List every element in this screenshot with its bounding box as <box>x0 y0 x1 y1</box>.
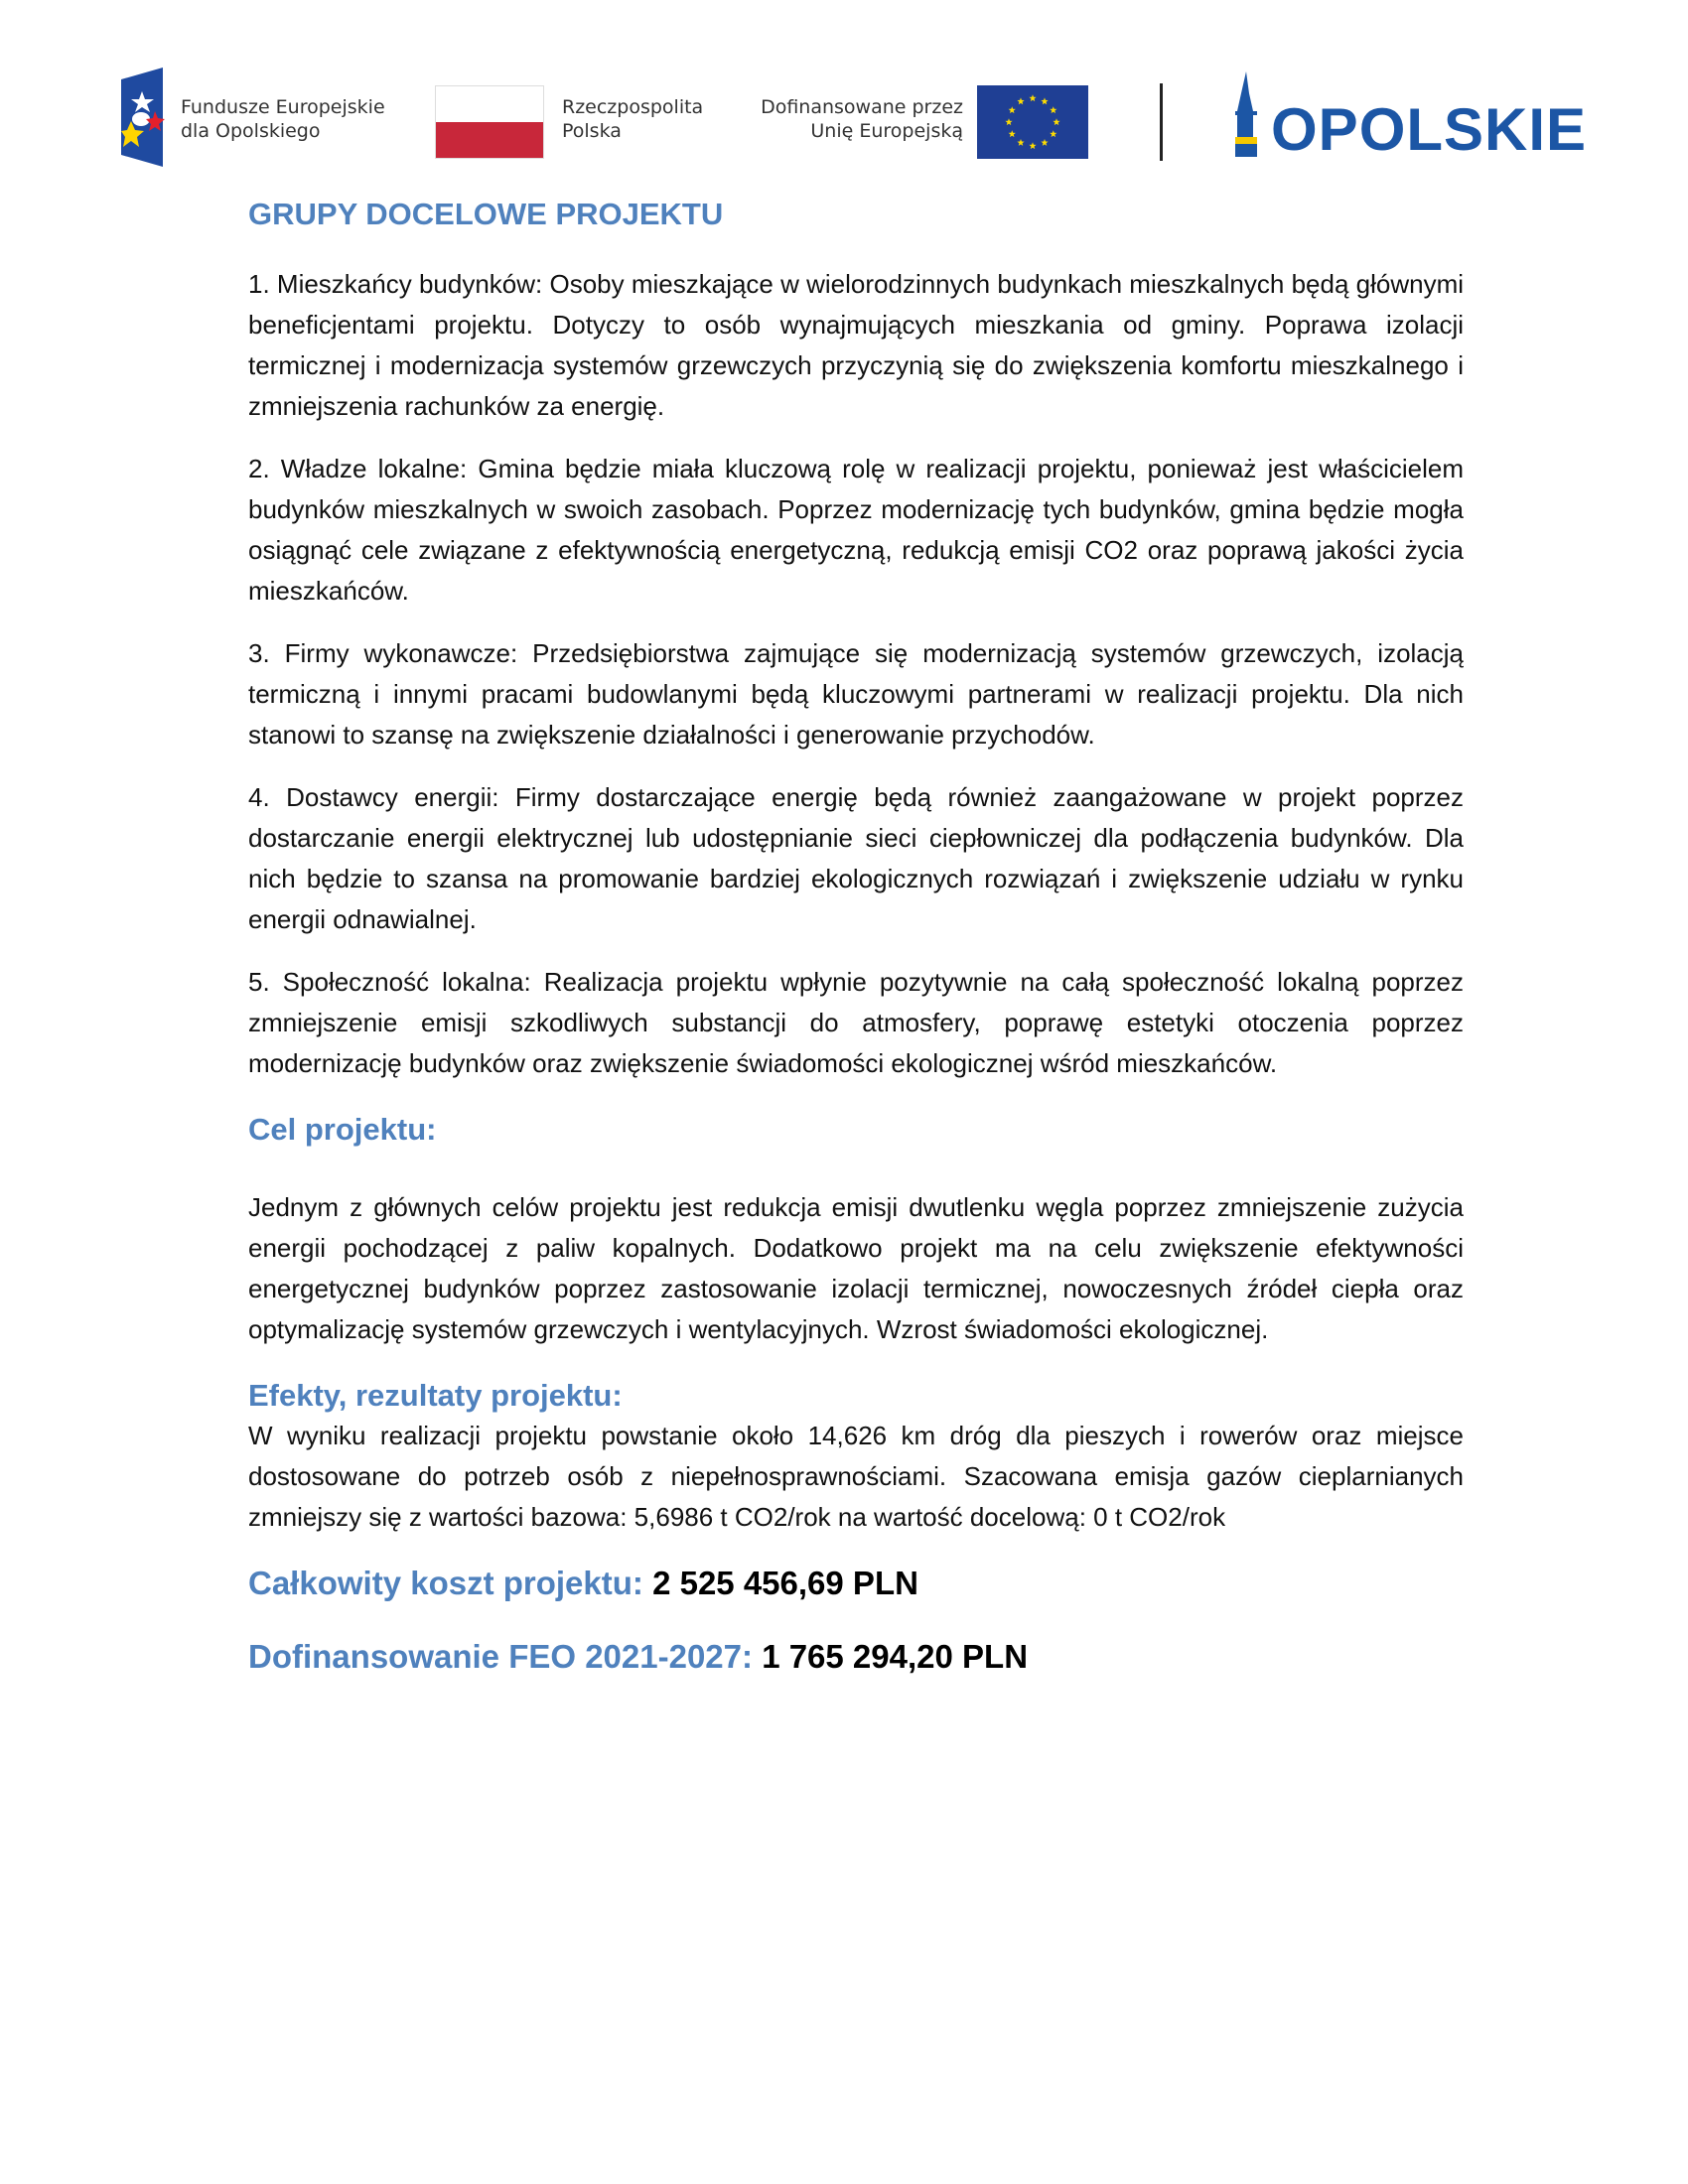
target-group-item: 4. Dostawcy energii: Firmy dostarczające energię będą również zaangażowane w projekt poprzez dostarczanie energii elektrycznej lub udostępnianie sieci ciepłowniczej dla podłączenia budynków. Dla nich będzie to szansa na promowanie bardziej ekologicznych rozwiązań i zwiększenie udziału w rynku energii odnawialnej. <box>248 782 1464 934</box>
target-group-item: 5. Społeczność lokalna: Realizacja projektu wpłynie pozytywnie na całą społeczność lokalną poprzez zmniejszenie emisji szkodliwych substancji do atmosfery, poprawę estetyki otoczenia poprzez modernizację budynków oraz zwiększenie świadomości ekologicznej wśród mieszkańców. <box>248 967 1464 1078</box>
eu-line-2: Unię Europejską <box>810 120 963 142</box>
eu-cofinanced-text <box>735 95 963 143</box>
target-group-item: 2. Władze lokalne: Gmina będzie miała kluczową rolę w realizacji projektu, ponieważ jest właścicielem budynków mieszkalnych w swoich zasobach. Poprzez modernizację tych budynków, gmina będzie mogła osiągnąć cele związane z efektywnością energetyczną, redukcją emisji CO2 oraz poprawą jakości życia mieszkańców. <box>248 454 1464 606</box>
logo-divider <box>1160 83 1163 161</box>
opolskie-tower-icon <box>1231 71 1261 167</box>
opolskie-wordmark: OPOLSKIE <box>1271 96 1588 163</box>
rp-line-1: Rzeczpospolita <box>562 96 704 118</box>
eu-line-1: Dofinansowane przez <box>761 96 963 118</box>
goal-heading: Cel projektu: <box>248 1112 437 1147</box>
results-heading: Efekty, rezultaty projektu: <box>248 1378 623 1413</box>
fe-logo-line-1: Fundusze Europejskie <box>181 96 385 118</box>
funding-label: Dofinansowanie FEO 2021-2027: <box>248 1638 754 1675</box>
eu-flag-icon <box>977 85 1088 159</box>
target-group-item: 3. Firmy wykonawcze: Przedsiębiorstwa zajmujące się modernizacją systemów grzewczych, izolacją termiczną i innymi pracami budowlanymi będą kluczowymi partnerami w realizacji projektu. Dla nich stanowi to szansę na zwiększenie działalności i generowanie przychodów. <box>248 638 1464 750</box>
fe-logo-line-2: dla Opolskiego <box>181 120 321 142</box>
fundusze-europejskie-logo-icon <box>115 68 167 167</box>
results-text: W wyniku realizacji projektu powstanie około 14,626 km dróg dla pieszych i rowerów oraz miejsce dostosowane do potrzeb osób z niepełnosprawnościami. Szacowana emisja gazów cieplarnianych zmniejszy się z wartości bazowa: 5,6986 t CO2/rok na wartość docelową: 0 t CO2/rok <box>248 1421 1464 1532</box>
opolskie-logo <box>1231 71 1599 167</box>
total-cost-line <box>248 1562 1464 1605</box>
document-body <box>248 195 1464 1679</box>
target-group-item: 1. Mieszkańcy budynków: Osoby mieszkające w wielorodzinnych budynkach mieszkalnych będą głównymi beneficjentami projektu. Dotyczy to osób wynajmujących mieszkania od gminy. Poprawa izolacji termicznej i modernizacja systemów grzewczych przyczynią się do zwiększenia komfortu mieszkalnego i zmniejszenia rachunków za energię. <box>248 269 1465 421</box>
goal-text: Jednym z głównych celów projektu jest redukcja emisji dwutlenku węgla poprzez zmniejszenie zużycia energii pochodzącej z paliw kopalnych. Dodatkowo projekt ma na celu zwiększenie efektywności energetycznej budynków poprzez zastosowanie izolacji termicznej, nowoczesnych źródeł ciepła oraz optymalizację systemów grzewczych i wentylacyjnych. Wzrost świadomości ekologicznej. <box>248 1192 1464 1344</box>
funding-line <box>248 1635 1464 1679</box>
polish-flag-icon <box>435 85 544 159</box>
target-groups-heading: GRUPY DOCELOWE PROJEKTU <box>248 197 724 231</box>
rzeczpospolita-text <box>562 95 703 143</box>
fe-logo-text <box>181 95 385 143</box>
funding-value: 1 765 294,20 PLN <box>762 1638 1029 1675</box>
rp-line-2: Polska <box>562 120 622 142</box>
total-cost-value: 2 525 456,69 PLN <box>652 1565 918 1601</box>
total-cost-label: Całkowity koszt projektu: <box>248 1565 643 1601</box>
logo-bar <box>0 62 1688 171</box>
